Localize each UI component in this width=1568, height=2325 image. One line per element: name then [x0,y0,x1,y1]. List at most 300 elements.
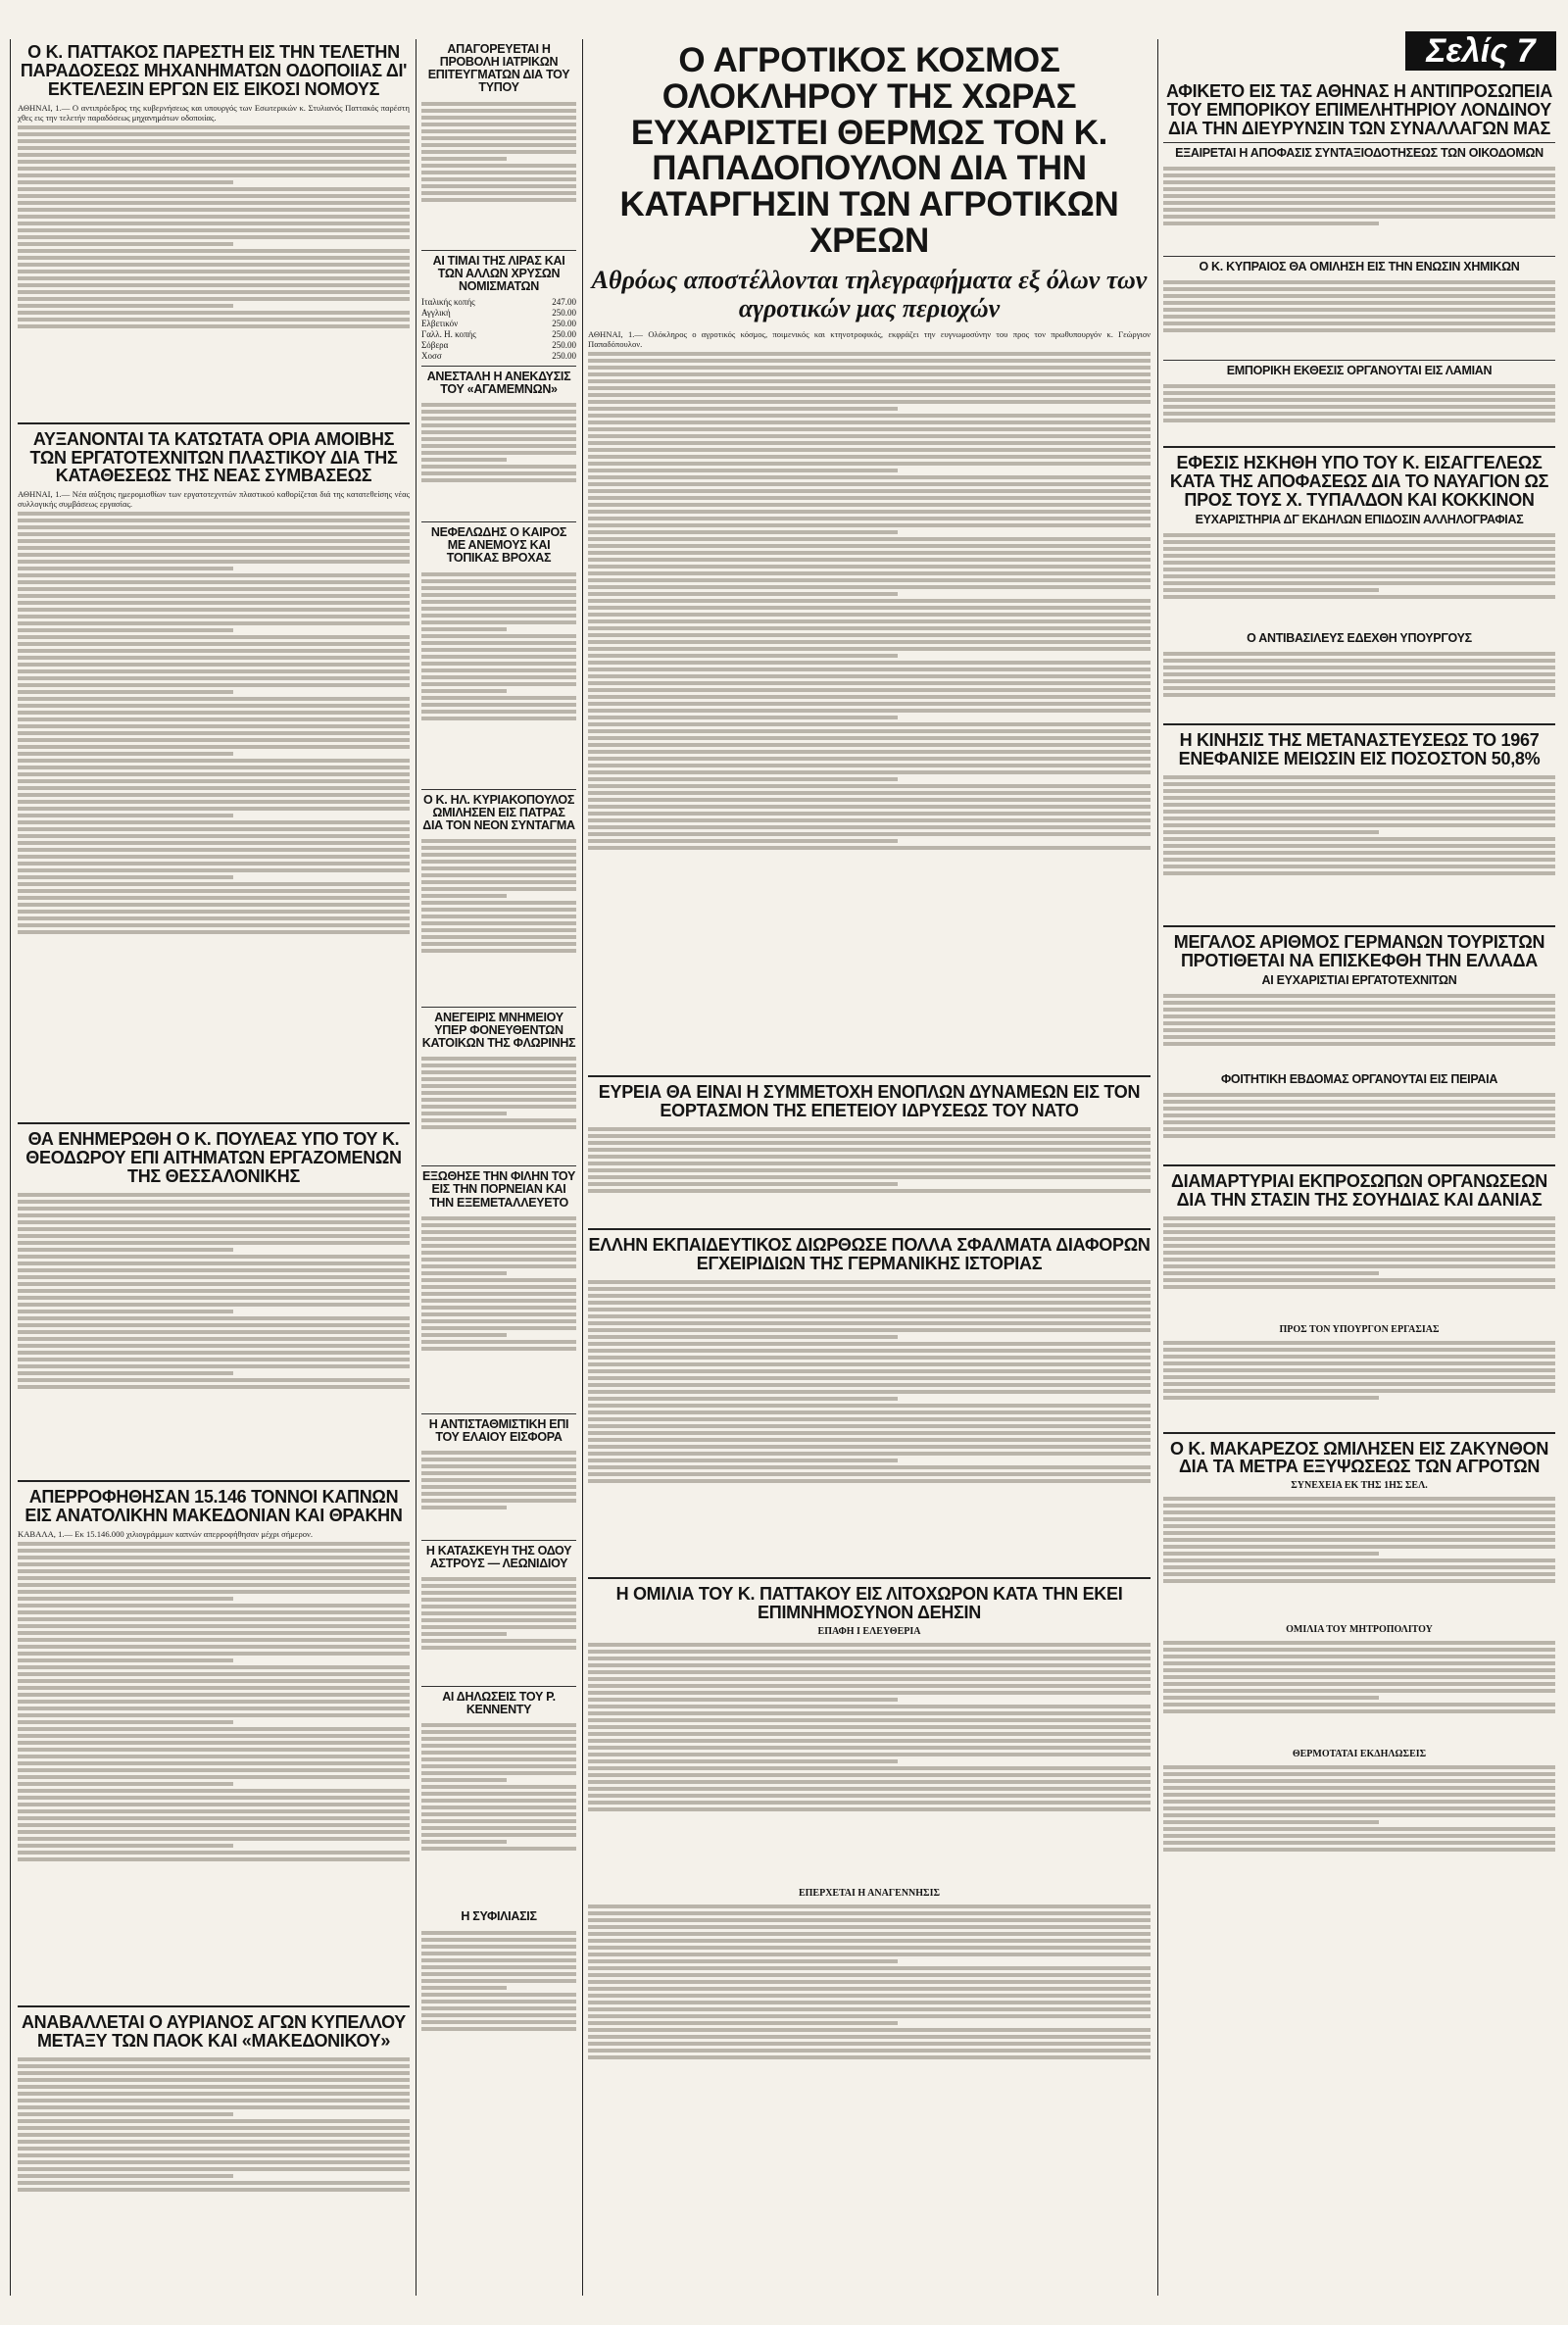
text-line [588,1987,1151,1991]
text-line [421,2013,576,2017]
text-line [421,1285,576,1289]
text-line [421,1125,576,1129]
text-line [588,1335,898,1339]
article-body [1163,649,1555,717]
headline: ΑΥΞΑΝΟΝΤΑΙ ΤΑ ΚΑΤΩΤΑΤΑ ΟΡΙΑ ΑΜΟΙΒΗΣ ΤΩΝ ΕΡΓΑΤΟΤΕΧΝΙΤΩΝ ΠΛΑΣΤΙΚΟΥ ΔΙΑ ΤΗΣ ΚΑΤΑΘΕΣΕΩΣ ΤΗΣ ΝΕΑΣ ΣΥΜΒΑΣΕΩΣ [29,428,398,486]
text-line [588,812,1151,816]
text-line [588,448,1151,452]
text-line [1163,775,1555,779]
text-line [18,546,410,550]
text-line [421,1057,576,1061]
text-line [421,403,576,407]
text-line [421,1744,576,1748]
text-line [1163,1375,1555,1379]
text-line [421,1751,576,1755]
text-line [421,1077,576,1081]
text-line [588,544,1151,548]
text-line [588,1663,1151,1667]
text-line [18,2167,410,2171]
text-line [18,882,410,886]
text-line [18,1857,410,1861]
text-line [421,846,576,850]
text-line [421,1333,507,1337]
article-body [18,2054,410,2251]
text-line [18,827,410,831]
text-line [588,434,1151,438]
text-line [588,1780,1151,1784]
text-line [421,1478,576,1482]
text-line [421,703,576,707]
text-line [588,2049,1151,2053]
text-line [1163,588,1379,592]
text-line [588,647,1151,651]
text-line [588,510,1151,514]
text-line [1163,1223,1555,1227]
text-line [18,1761,410,1765]
text-line [18,814,233,817]
text-line [18,2174,233,2178]
text-line [421,1064,576,1067]
text-line [588,585,1151,589]
text-line [18,2140,410,2144]
text-line [588,743,1151,747]
text-line [421,1757,576,1761]
text-line [18,1556,410,1559]
text-line [588,640,1151,644]
text-line [1163,1765,1555,1769]
text-line [421,171,576,174]
text-line [421,471,576,475]
headline: ΔΙΑΜΑΡΤΥΡΙΑΙ ΕΚΠΡΟΣΩΠΩΝ ΟΡΓΑΝΩΣΕΩΝ ΔΙΑ ΤΗΝ ΣΤΑΣΙΝ ΤΗΣ ΣΟΥΗΔΙΑΣ ΚΑΙ ΔΑΝΙΑΣ [1171,1170,1547,1210]
text-line [18,779,410,783]
text-line [18,820,410,824]
text-line [588,1424,1151,1428]
text-line [588,654,898,658]
text-line [1163,1216,1555,1220]
text-line [421,634,576,638]
text-line [421,1292,576,1296]
text-line [1163,865,1555,868]
text-line [421,614,576,618]
text-line [18,930,410,934]
article-lead: ΑΘΗΝΑΙ, 1.— Νέα αύξησις ημερομισθίων των εργατοτεχνιτών πλαστικού καθορίζεται διά της κατατεθείσης νέας συλλογικής συμβάσεως εργασίας. [18,489,410,510]
text-line [18,745,410,749]
headline: Ο Κ. ΠΑΤΤΑΚΟΣ ΠΑΡΕΣΤΗ ΕΙΣ ΤΗΝ ΤΕΛΕΤΗΝ ΠΑΡΑΔΟΣΕΩΣ ΜΗΧΑΝΗΜΑΤΩΝ ΟΔΟΠΟΙΙΑΣ ΔΙ' ΕΚΤΕΛΕΣΙΝ ΕΡΓΩΝ ΕΙΣ ΕΙΚΟΣΙ ΝΟΜΟΥΣ [20,42,408,99]
text-line [588,757,1151,761]
text-line [18,263,410,267]
text-line [1163,540,1555,544]
text-line [421,1979,576,1983]
headline: ΕΛΛΗΝ ΕΚΠΑΙΔΕΥΤΙΚΟΣ ΔΙΩΡΘΩΣΕ ΠΟΛΛΑ ΣΦΑΛΜΑΤΑ ΔΙΑΦΟΡΩΝ ΕΓΧΕΙΡΙΔΙΩΝ ΤΗΣ ΓΕΡΜΑΝΙΚΗΣ ΙΣΤΟΡΙΑΣ [588,1235,1151,1273]
text-line [1163,391,1555,395]
text-line [18,1569,410,1573]
text-line [1163,1675,1555,1679]
text-line [1163,215,1555,219]
text-line [18,1282,410,1286]
text-line [18,139,410,143]
text-line [588,1127,1151,1131]
text-line [588,414,1151,418]
text-line [18,1789,410,1793]
text-line [18,663,410,667]
article-body [1163,277,1555,356]
text-line [18,683,410,687]
text-line [1163,412,1555,416]
text-line [1163,1531,1555,1535]
text-line [18,669,410,673]
text-line [588,1773,1151,1777]
text-line [421,1625,576,1629]
headline: ΜΕΓΑΛΟΣ ΑΡΙΘΜΟΣ ΓΕΡΜΑΝΩΝ ΤΟΥΡΙΣΤΩΝ ΠΡΟΤΙΘΕΤΑΙ ΝΑ ΕΠΙΣΚΕΦΘΗ ΤΗΝ ΕΛΛΑΔΑ [1173,931,1545,970]
text-line [588,1807,1151,1811]
text-line [588,846,1151,850]
text-line [588,1301,1151,1305]
headline: ΑΦΙΚΕΤΟ ΕΙΣ ΤΑΣ ΑΘΗΝΑΣ Η ΑΝΤΙΠΡΟΣΩΠΕΙΑ ΤΟΥ ΕΜΠΟΡΙΚΟΥ ΕΠΙΜΕΛΗΤΗΡΙΟΥ ΛΟΝΔΙΝΟΥ ΔΙΑ ΤΗΝ ΔΙΕΥΡΥΝΣΙΝ ΤΩΝ ΣΥΝΑΛΛΑΓΩΝ ΜΑΣ [1165,81,1553,138]
text-line [18,1213,410,1217]
text-line [1163,1028,1555,1032]
text-line [1163,1524,1555,1528]
text-line [421,586,576,590]
text-line [421,928,576,932]
text-line [421,641,576,645]
text-line [18,916,410,920]
headline: ΑΝΑΒΑΛΛΕΤΑΙ Ο ΑΥΡΙΑΝΟΣ ΑΓΩΝ ΚΥΠΕΛΛΟΥ ΜΕΤΑΞΥ ΤΩΝ ΠΑΟΚ ΚΑΙ «ΜΑΚΕΔΟΝΙΚΟΥ» [21,2011,406,2051]
text-line [421,873,576,877]
text-line [18,903,410,907]
text-line [1163,1341,1555,1345]
text-line [18,800,410,804]
text-line [588,1953,1151,1956]
text-line [588,1362,1151,1366]
text-line [18,1645,410,1649]
text-line [421,1986,507,1990]
text-line [1163,837,1555,841]
text-line [1163,1100,1555,1104]
article-body [1163,530,1555,628]
text-line [18,676,410,680]
text-line [1163,405,1555,409]
text-line [1163,851,1555,855]
text-line [421,942,576,946]
text-line [588,393,1151,397]
text-line [1163,1682,1555,1686]
text-line [1163,1237,1555,1241]
text-line [421,478,576,482]
text-line [1163,1517,1555,1521]
article-body [421,1720,576,1906]
text-line [421,915,576,918]
text-line [1163,1772,1555,1776]
text-line [588,366,1151,370]
text-line [421,1091,576,1095]
text-line [588,832,1151,836]
text-line [18,1542,410,1546]
text-line [1163,208,1555,212]
article-body [18,509,410,1116]
text-line [18,512,410,516]
text-line [421,1340,576,1344]
text-line [1163,1841,1555,1845]
lead-subheadline: Αθρόως αποστέλλονται τηλεγραφήματα εξ όλων των αγροτικών μας περιοχών [591,265,1148,323]
text-line [18,304,233,308]
text-line [18,910,410,914]
text-line [588,1465,1151,1469]
text-line [421,1591,576,1595]
text-line [18,690,233,694]
text-line [421,1605,576,1608]
section-tag: ΣΥΝΕΧΕΙΑ ΕΚ ΤΗΣ 1ΗΣ ΣΕΛ. [1291,1480,1428,1492]
text-line [1163,574,1555,578]
text-line [421,1771,576,1775]
text-line [18,153,410,157]
text-line [1163,1510,1555,1514]
text-line [588,661,1151,665]
article-lead: ΑΘΗΝΑΙ, 1.— Ο αντιπρόεδρος της κυβερνήσεως και υπουργός των Εσωτερικών κ. Στυλιανός Παττακός παρέστη χθες εις την τελετήν παραδόσεως μηχανημάτων οδοποιίας. [18,102,410,123]
text-line [588,1356,1151,1360]
text-line [421,1958,576,1962]
column-d [1163,78,1555,2296]
text-line [18,724,410,728]
text-line [1163,782,1555,786]
text-line [1163,187,1555,191]
text-line [421,1792,576,1796]
text-line [588,839,898,843]
text-line [18,525,410,529]
text-line [588,750,1151,754]
text-line [18,1330,410,1334]
text-line [1163,830,1379,834]
text-line [588,1383,1151,1387]
text-line [421,430,576,434]
text-line [588,1168,1151,1172]
text-line [588,736,1151,740]
text-line [588,1732,1151,1736]
text-line [18,759,410,763]
text-line [18,1803,410,1806]
text-line [588,1431,1151,1435]
text-line [1163,287,1555,291]
text-line [18,615,410,618]
text-line [1163,789,1555,793]
text-line [588,1766,1151,1770]
text-line [18,1823,410,1827]
article-body [421,99,576,246]
text-line [18,2057,410,2061]
text-line [18,642,410,646]
text-line [1163,816,1555,820]
text-line [1163,533,1555,537]
text-line [18,1604,410,1608]
text-line [588,2042,1151,2046]
text-line [588,619,1151,623]
text-line [588,818,1151,822]
text-line [18,318,410,322]
text-line [1163,1134,1555,1138]
text-line [588,1684,1151,1688]
text-line [18,222,410,225]
text-line [18,1268,410,1272]
text-line [588,1349,1151,1353]
article-body [421,1054,576,1162]
section-tag: ΘΕΡΜΟΤΑΤΑΙ ΕΚΔΗΛΩΣΕΙΣ [1292,1749,1427,1760]
text-line [588,1725,1151,1729]
text-line [421,1112,507,1115]
text-line [421,1278,576,1282]
text-line [588,1287,1151,1291]
text-line [1163,322,1555,325]
text-line [18,711,410,715]
text-line [18,167,410,171]
headline: Η ΣΥΦΙΛΙΑΣΙΣ [461,1909,537,1924]
text-line [1163,1806,1555,1810]
text-line [421,1965,576,1969]
text-line [421,465,576,469]
text-line [588,578,1151,582]
text-line [588,613,1151,617]
text-line [421,579,576,583]
text-line [18,1562,410,1566]
text-line [588,1417,1151,1421]
text-line [588,1479,1151,1483]
text-line [588,1390,1151,1394]
text-line [18,717,410,721]
text-line [18,1713,410,1717]
text-line [1163,308,1555,312]
text-line [1163,1271,1379,1275]
text-line [421,1306,576,1310]
text-line [588,1308,1151,1311]
text-line [421,901,576,905]
headline: ΑΙ ΤΙΜΑΙ ΤΗΣ ΛΙΡΑΣ ΚΑΙ ΤΩΝ ΑΛΛΩΝ ΧΡΥΣΩΝ ΝΟΜΙΣΜΑΤΩΝ [432,253,565,293]
text-line [588,716,898,719]
text-line [588,764,1151,767]
text-line [588,565,1151,569]
text-line [588,1314,1151,1318]
text-line [588,791,1151,795]
headline: Η ΚΙΝΗΣΙΣ ΤΗΣ ΜΕΤΑΝΑΣΤΕΥΣΕΩΣ ΤΟ 1967 ΕΝΕΦΑΝΙΣΕ ΜΕΙΩΣΙΝ ΕΙΣ ΠΟΣΟΣΤΟΝ 50,8% [1178,729,1541,768]
text-line [588,1946,1151,1950]
text-line [588,722,1151,726]
page-number-label: Σελίς 7 [1405,31,1556,71]
text-line [18,1200,410,1204]
text-line [421,655,576,659]
article-body [18,123,410,417]
text-line [18,2105,410,2109]
text-line [588,1376,1151,1380]
text-line [588,1438,1151,1442]
text-line [421,1271,507,1275]
text-line [421,157,507,161]
text-line [18,2071,410,2075]
text-line [421,444,576,448]
text-line [1163,858,1555,862]
text-line [588,571,1151,575]
headline: ΑΙ ΕΥΧΑΡΙΣΤΙΑΙ ΕΡΓΑΤΟΤΕΧΝΙΤΩΝ [1261,972,1457,987]
text-line [588,1994,1151,1998]
text-line [421,1264,576,1268]
text-line [18,1727,410,1731]
text-line [588,1705,1151,1708]
text-line [18,1303,410,1307]
text-line [421,198,576,202]
text-line [18,2092,410,2096]
headline: ΕΦΕΣΙΣ ΗΣΚΗΘΗ ΥΠΟ ΤΟΥ Κ. ΕΙΣΑΓΓΕΛΕΩΣ ΚΑΤΑ ΤΗΣ ΑΠΟΦΑΣΕΩΣ ΔΙΑ ΤΟ ΝΑΥΑΓΙΟΝ ΩΣ ΠΡΟΣ ΤΟΥΣ Χ. ΤΥΠΑΛΔΟΝ ΚΑΙ ΚΟΚΚΙΝΟΝ [1169,453,1549,510]
text-line [421,1785,576,1789]
text-line [421,860,576,864]
headline: ΑΙ ΔΗΛΩΣΕΙΣ ΤΟΥ Ρ. ΚΕΝΝΕΝΤΥ [442,1690,556,1717]
text-line [18,311,410,315]
text-line [18,862,410,866]
text-line [421,116,576,120]
article-body [588,1640,1151,1885]
text-line [18,580,410,584]
text-line [1163,1389,1555,1393]
text-line [18,1775,410,1779]
article-body [1163,1090,1555,1159]
text-line [421,1840,507,1844]
text-line [1163,1827,1555,1831]
text-line [1163,315,1555,319]
text-line [588,1691,1151,1695]
text-line [588,1643,1151,1647]
text-line [421,1764,576,1768]
text-line [18,2078,410,2082]
text-line [18,1617,410,1621]
text-line [18,1809,410,1813]
text-line [18,1782,233,1786]
text-line [421,1464,576,1468]
text-line [18,1220,410,1224]
text-line [421,1223,576,1227]
text-line [588,592,898,596]
text-line [18,1638,410,1642]
text-line [588,1162,1151,1165]
text-line [18,1193,410,1197]
text-line [18,173,410,177]
article-lead: ΚΑΒΑΛΑ, 1.— Εκ 15.146.000 χιλιογράμμων καπνών απερροφήθησαν μέχρι σήμερον. [18,1528,314,1539]
text-line [1163,994,1555,998]
text-line [421,2006,576,2010]
headline: Ο Κ. ΜΑΚΑΡΕΖΟΣ ΩΜΙΛΗΣΕΝ ΕΙΣ ΖΑΚΥΝΘΟΝ ΔΙΑ ΤΑ ΜΕΤΡΑ ΕΞΥΨΩΣΕΩΣ ΤΩΝ ΑΓΡΟΤΩΝ [1169,1438,1549,1477]
text-line [18,194,410,198]
text-line [18,290,410,294]
text-line [18,1248,233,1252]
text-line [18,1583,410,1587]
text-line [421,1806,576,1809]
text-line [1163,844,1555,848]
text-line [421,1972,576,1976]
text-line [18,855,410,859]
text-line [588,1175,1151,1179]
text-line [18,215,410,219]
text-line [1163,1348,1555,1352]
text-line [18,201,410,205]
text-line [18,1631,410,1635]
text-line [421,1258,576,1261]
text-line [1163,1361,1555,1365]
text-line [588,777,898,781]
text-line [588,599,1151,603]
text-line [18,2160,410,2164]
text-line [421,1499,576,1503]
text-line [588,1718,1151,1722]
text-line [18,297,410,301]
text-line [588,2014,1151,2018]
headline: Η ΚΑΤΑΣΚΕΥΗ ΤΗΣ ΟΔΟΥ ΑΣΤΡΟΥΣ — ΛΕΩΝΙΔΙΟΥ [425,1543,572,1570]
text-line [421,2027,576,2031]
text-line [588,1939,1151,1943]
text-line [18,1741,410,1745]
